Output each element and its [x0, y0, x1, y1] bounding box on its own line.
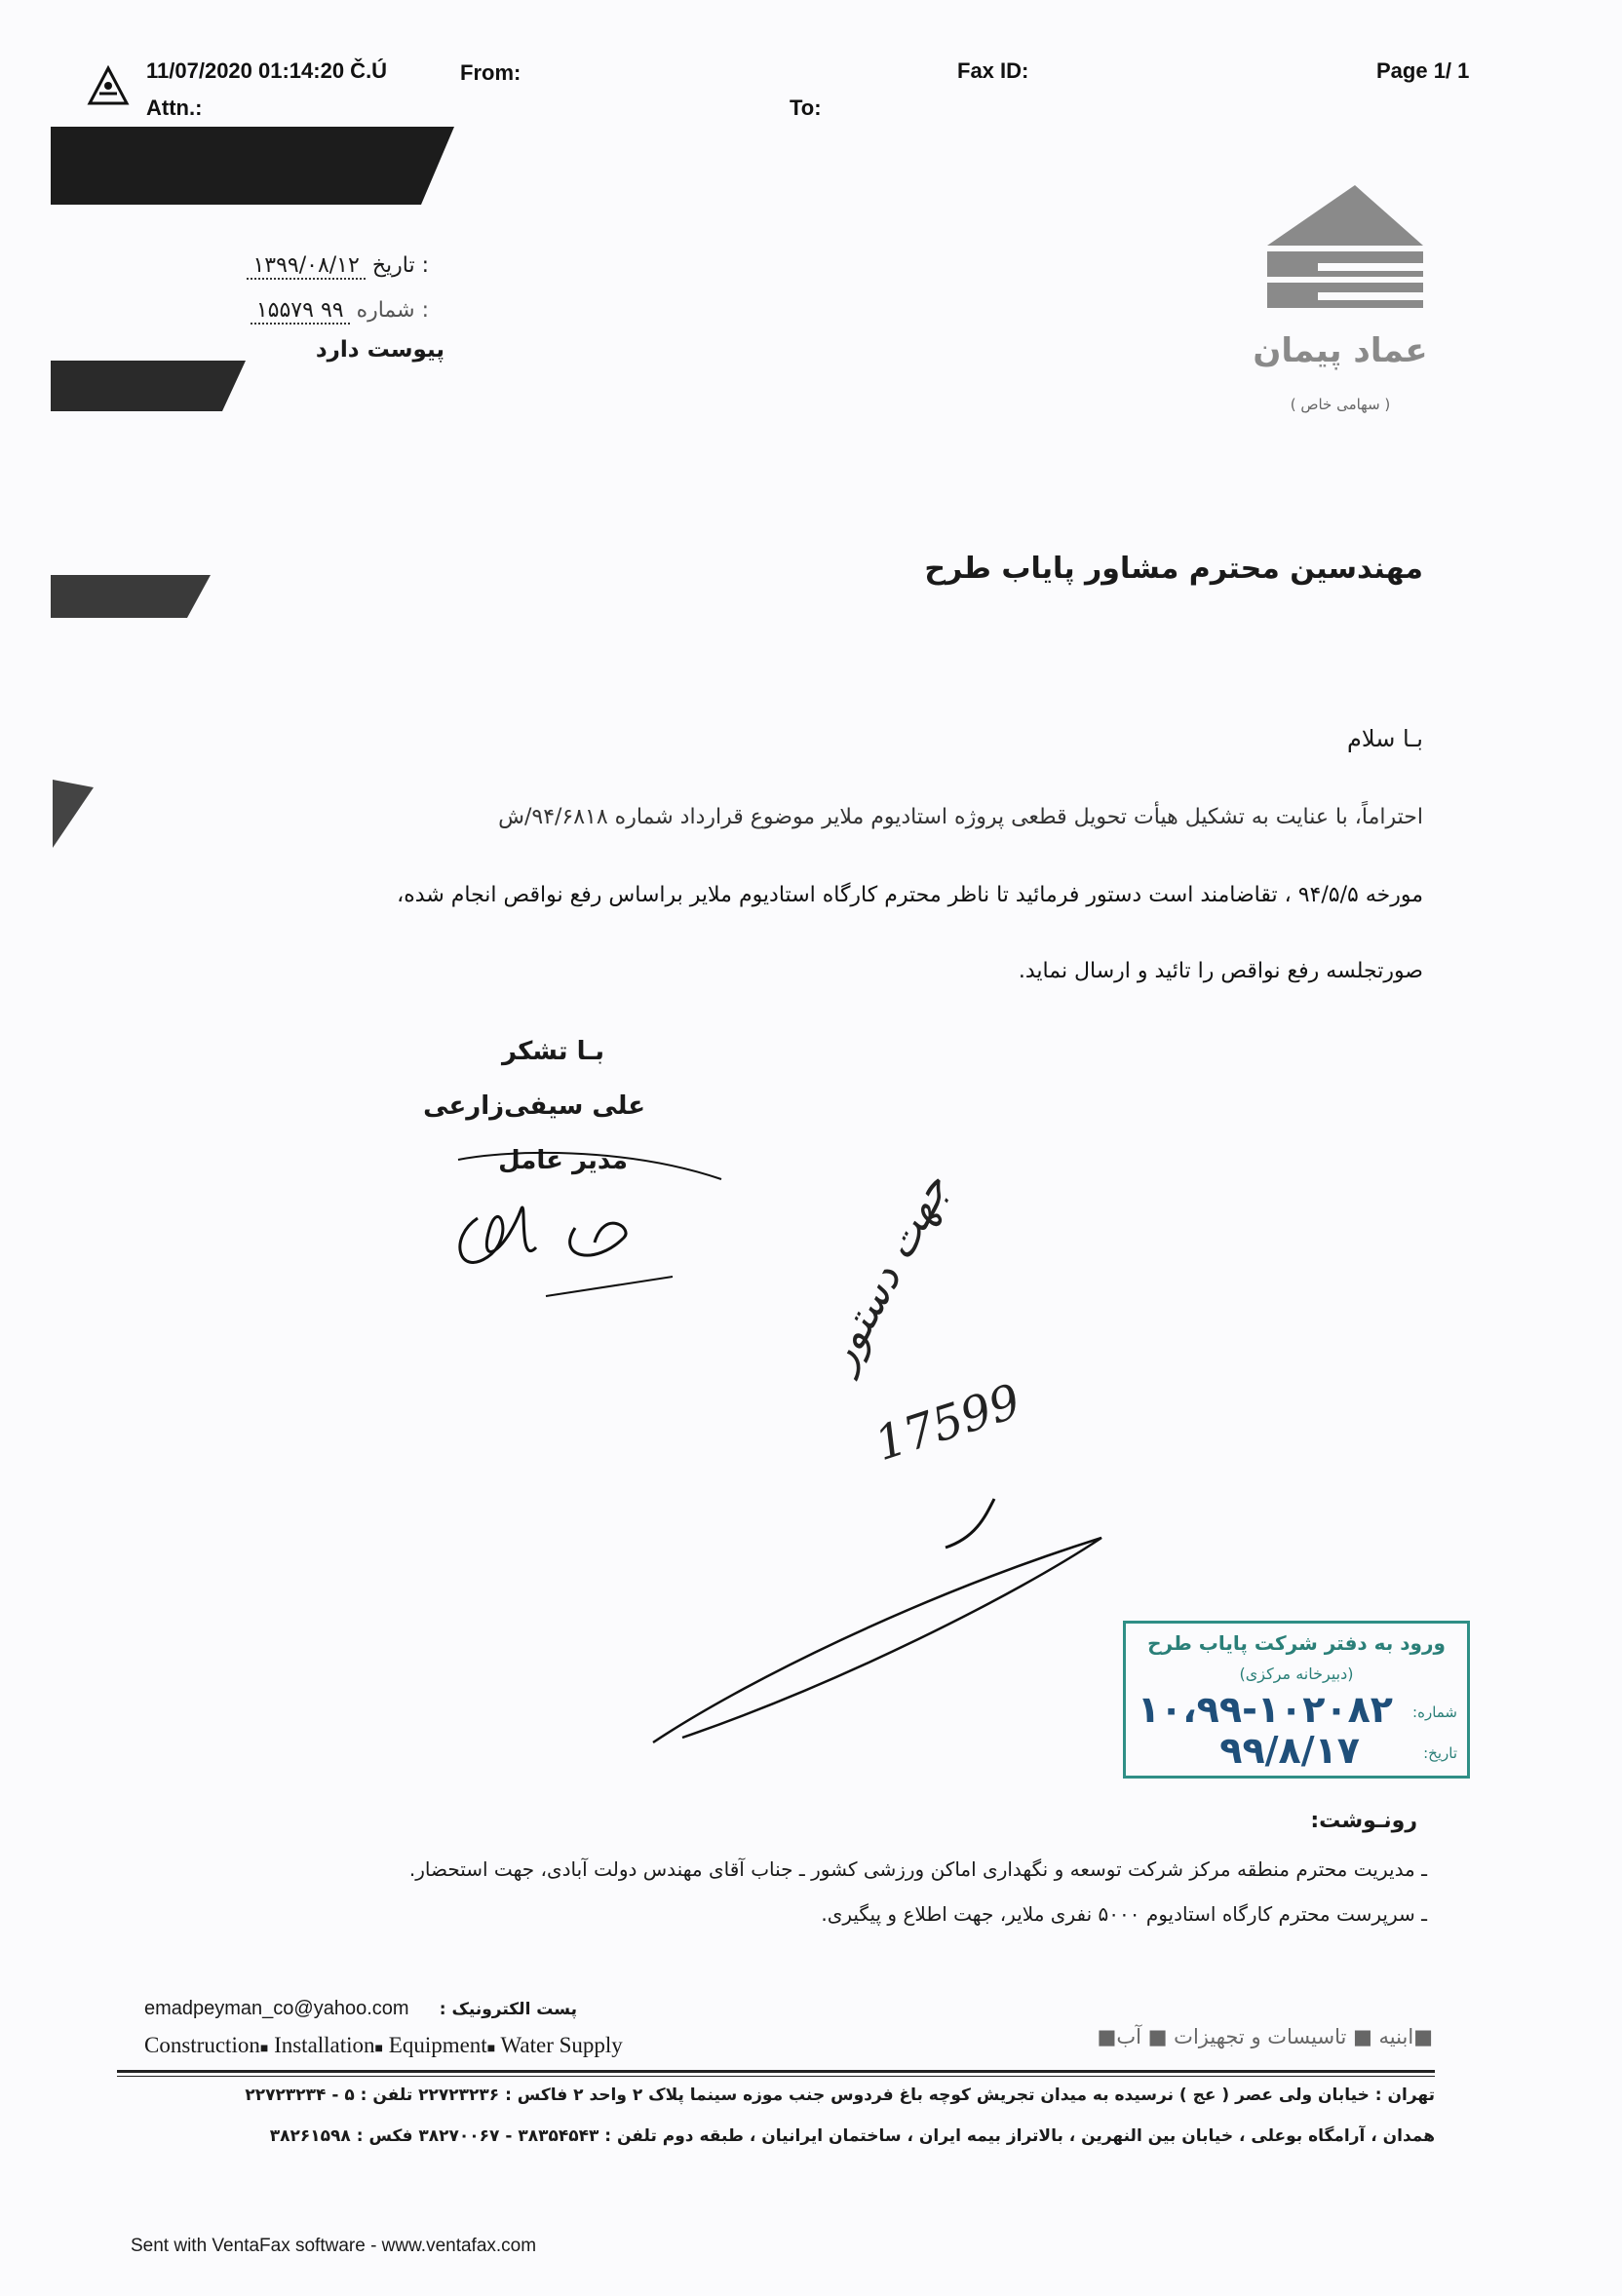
- footer-divider-thin: [117, 2076, 1435, 2077]
- fax-datetime: 11/07/2020 01:14:20 Č.Ú: [146, 58, 388, 83]
- stamp-number-label: شماره:: [1412, 1703, 1457, 1721]
- fax-sent-with: Sent with VentaFax software - www.ventafax.com: [131, 2236, 537, 2256]
- letter-number-label: : شماره: [356, 298, 429, 323]
- fax-logo-icon: [86, 64, 131, 109]
- letter-closing: بـا تشکر: [502, 1037, 604, 1066]
- service-installation: Installation: [274, 2033, 375, 2057]
- signer-name: علی سیفی‌زارعی: [423, 1091, 645, 1121]
- letter-recipient: مهندسین محترم مشاور پایاب طرح: [924, 552, 1423, 586]
- letter-number-value: ۹۹ ۱۵۵۷۹: [251, 298, 350, 325]
- letter-body-line-2: مورخه ۹۴/۵/۵ ، تقاضامند است دستور فرمائید تا ناظر محترم کارگاه استادیوم ملایر براساس رفع نواقص انجام شده،: [397, 883, 1423, 907]
- redaction-mark: [53, 780, 94, 848]
- letter-greeting: بـا سلام: [1347, 725, 1423, 752]
- cc-line-1: ـ مدیریت محترم منطقه مرکز شرکت توسعه و نگهداری اماکن ورزشی کشور ـ جناب آقای مهندس دولت آبادی، جهت استحضار.: [408, 1857, 1427, 1881]
- footer-divider: [117, 2070, 1435, 2073]
- service-equipment: Equipment: [388, 2033, 487, 2057]
- fax-id-label: Fax ID:: [957, 58, 1029, 83]
- handwritten-number: 17599: [869, 1373, 1027, 1473]
- stamp-title: ورود به دفتر شرکت پایاب طرح: [1147, 1631, 1446, 1655]
- handwritten-note: جهت دستور: [815, 1167, 959, 1378]
- letter-date-value: ۱۳۹۹/۰۸/۱۲: [247, 253, 365, 280]
- fax-page-number: Page 1/ 1: [1376, 58, 1470, 83]
- stamp-date-value: ۹۹/۸/۱۷: [1219, 1729, 1360, 1772]
- signer-title: مدیر عامل: [498, 1146, 628, 1175]
- redaction-bar-left: [51, 575, 211, 618]
- company-logo-icon: [1257, 177, 1433, 333]
- letter-date-row: [146, 253, 429, 278]
- stamp-date-label: تاریخ:: [1423, 1744, 1457, 1762]
- service-water-supply: Water Supply: [500, 2033, 623, 2057]
- redaction-bar-middle: [51, 361, 246, 411]
- footer-address-hamedan: همدان ، آرامگاه بوعلی ، خیابان بین النهرین ، بالاتراز بیمه ایران ، ساختمان ایرانیان ، طبقه دوم تلفن : ۳۸۳۵۴۵۴۳ - ۳۸۲۷۰۰۶۷ فکس : ۳۸۲۶۱۵۹۸: [269, 2126, 1435, 2146]
- company-name: عماد پیمان: [1253, 331, 1428, 370]
- letter-date-label: : تاریخ: [371, 253, 429, 278]
- cc-line-2: ـ سرپرست محترم کارگاه استادیوم ۵۰۰۰ نفری ملایر، جهت اطلاع و پیگیری.: [821, 1902, 1427, 1926]
- footer-services-en: Construction■ Installation■ Equipment■ Water Supply: [144, 2033, 623, 2057]
- cc-heading: رونـوشت:: [1310, 1809, 1417, 1833]
- footer-email-label: پست الکترونیک :: [439, 2000, 577, 2019]
- footer-email: emadpeyman_co@yahoo.com: [144, 1998, 409, 2019]
- handwritten-stroke-icon: [624, 1489, 1131, 1752]
- stamp-subtitle: (دبیرخانه مرکزی): [1239, 1665, 1354, 1683]
- fax-from-label: From:: [460, 60, 521, 85]
- letter-number-row: [146, 298, 429, 323]
- service-construction: Construction: [144, 2033, 260, 2057]
- attachment-note: پیوست دارد: [315, 337, 444, 363]
- letter-body-line-3: صورتجلسه رفع نواقص را تائید و ارسال نماید.: [1018, 959, 1423, 983]
- footer-address-tehran: تهران : خیابان ولی عصر ( عج ) نرسیده به میدان تجریش کوچه باغ فردوس جنب موزه سینما پلاک ۲ واحد ۲ فاکس : ۲۲۷۲۳۲۳۶ تلفن : ۵ - ۲۲۷۲۳۲۳۴: [245, 2086, 1435, 2105]
- stamp-number-value: ۱۰،۹۹-۱۰۲۰۸۲: [1137, 1688, 1393, 1731]
- received-stamp: [1123, 1621, 1470, 1779]
- letter-body-line-1: احتراماً، با عنایت به تشکیل هیأت تحویل قطعی پروژه استادیوم ملایر موضوع قرارداد شماره ۹۴/۶۸۱۸/ش: [498, 805, 1423, 829]
- redaction-bar-top: [51, 127, 454, 205]
- fax-attn-label: Attn.:: [146, 96, 203, 120]
- signature-icon: [429, 1150, 741, 1306]
- company-type: ( سهامی خاص ): [1290, 396, 1391, 413]
- footer-services-fa: ■ابنیه ■ تاسیسات و تجهیزات ■ آب■: [1097, 2025, 1433, 2048]
- fax-to-label: To:: [790, 96, 822, 120]
